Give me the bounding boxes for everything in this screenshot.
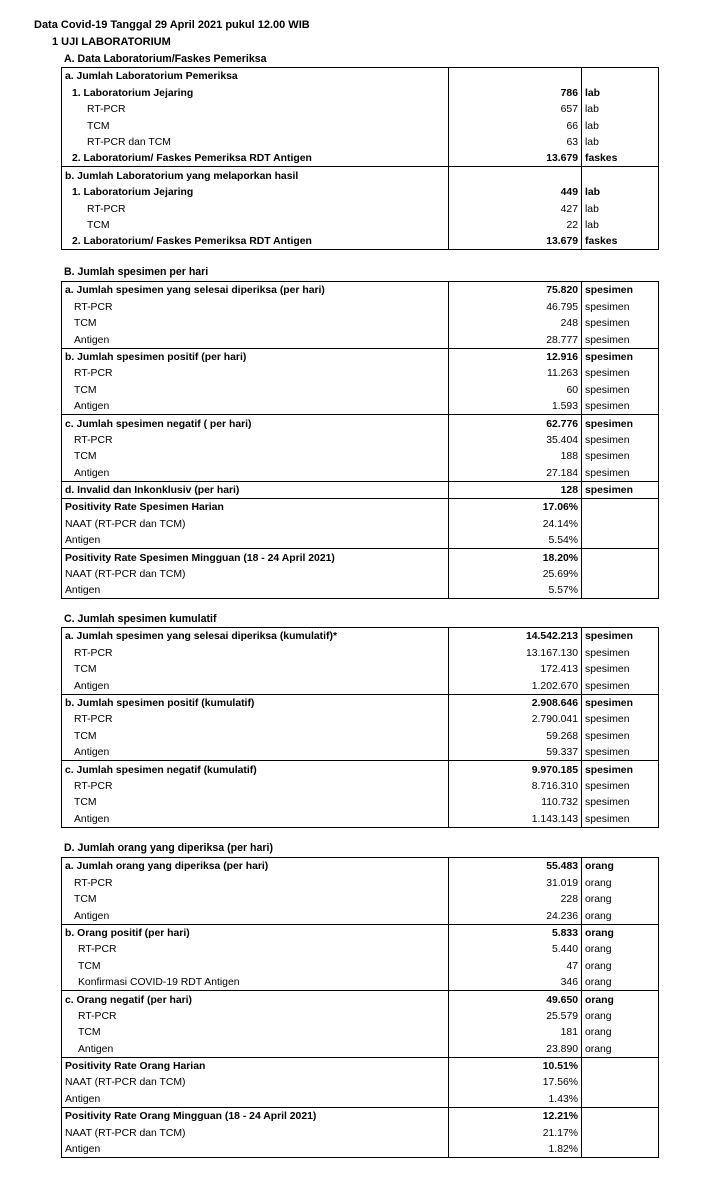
table-row: [62, 315, 659, 331]
row-label: NAAT (RT-PCR dan TCM): [62, 1074, 449, 1090]
row-value: 63: [449, 134, 582, 150]
row-label: Antigen: [62, 1040, 449, 1057]
row-unit: spesimen: [582, 694, 659, 711]
row-label: RT-PCR: [62, 200, 449, 216]
table-row: [62, 200, 659, 216]
row-unit: orang: [582, 858, 659, 875]
row-value: 1.593: [449, 398, 582, 415]
row-unit: orang: [582, 1008, 659, 1024]
table-row: [62, 677, 659, 694]
row-value: 9.970.185: [449, 761, 582, 778]
row-unit: spesimen: [582, 398, 659, 415]
table-row: [62, 432, 659, 448]
table-row: [62, 233, 659, 250]
table-row: [62, 331, 659, 348]
section-title-d: D. Jumlah orang yang diperiksa (per hari): [64, 842, 273, 854]
row-label: RT-PCR: [62, 778, 449, 794]
section-heading: 1 UJI LABORATORIUM: [52, 36, 171, 48]
table-row: [62, 957, 659, 973]
row-label: b. Orang positif (per hari): [62, 924, 449, 941]
row-label: Antigen: [62, 532, 449, 549]
row-unit: [582, 167, 659, 184]
row-label: Antigen: [62, 582, 449, 599]
table-row: [62, 101, 659, 117]
row-unit: [582, 1107, 659, 1124]
table-row: [62, 117, 659, 133]
row-value: 1.202.670: [449, 677, 582, 694]
row-unit: orang: [582, 957, 659, 973]
row-unit: spesimen: [582, 761, 659, 778]
row-label: a. Jumlah Laboratorium Pemeriksa: [62, 68, 449, 85]
row-unit: orang: [582, 941, 659, 957]
row-value: 59.268: [449, 727, 582, 743]
row-unit: spesimen: [582, 810, 659, 827]
row-value: 14.542.213: [449, 628, 582, 645]
row-unit: spesimen: [582, 315, 659, 331]
row-value: 13.679: [449, 233, 582, 250]
row-value: 13.167.130: [449, 644, 582, 660]
row-label: RT-PCR: [62, 941, 449, 957]
row-unit: lab: [582, 134, 659, 150]
row-value: 427: [449, 200, 582, 216]
row-unit: spesimen: [582, 365, 659, 381]
row-unit: lab: [582, 84, 659, 100]
row-unit: spesimen: [582, 778, 659, 794]
row-label: TCM: [62, 891, 449, 907]
row-unit: faskes: [582, 150, 659, 167]
table-row: [62, 381, 659, 397]
table-row: [62, 874, 659, 890]
table-row: [62, 794, 659, 810]
table-row: [62, 549, 659, 566]
section-title-c: C. Jumlah spesimen kumulatif: [64, 613, 217, 625]
row-label: TCM: [62, 217, 449, 233]
section-title-a: A. Data Laboratorium/Faskes Pemeriksa: [64, 53, 267, 65]
row-label: TCM: [62, 661, 449, 677]
row-label: Antigen: [62, 677, 449, 694]
row-unit: [582, 515, 659, 531]
row-value: 2.790.041: [449, 711, 582, 727]
row-value: 12.21%: [449, 1107, 582, 1124]
row-value: 24.236: [449, 907, 582, 924]
row-unit: spesimen: [582, 628, 659, 645]
row-unit: spesimen: [582, 381, 659, 397]
row-unit: [582, 582, 659, 599]
row-label: TCM: [62, 794, 449, 810]
table-row: [62, 582, 659, 599]
table-row: [62, 348, 659, 365]
row-label: d. Invalid dan Inkonklusiv (per hari): [62, 481, 449, 498]
row-label: Antigen: [62, 810, 449, 827]
table-row: [62, 1107, 659, 1124]
row-value: [449, 167, 582, 184]
row-value: 5.833: [449, 924, 582, 941]
row-unit: [582, 499, 659, 516]
row-label: RT-PCR dan TCM: [62, 134, 449, 150]
row-label: RT-PCR: [62, 365, 449, 381]
row-label: RT-PCR: [62, 644, 449, 660]
table-row: [62, 84, 659, 100]
row-value: 12.916: [449, 348, 582, 365]
table-row: [62, 298, 659, 314]
row-value: [449, 68, 582, 85]
row-value: 5.440: [449, 941, 582, 957]
row-label: Antigen: [62, 907, 449, 924]
row-unit: lab: [582, 217, 659, 233]
row-value: 786: [449, 84, 582, 100]
row-unit: [582, 1141, 659, 1158]
row-unit: spesimen: [582, 481, 659, 498]
row-label: Antigen: [62, 1141, 449, 1158]
table-row: [62, 184, 659, 200]
row-label: Antigen: [62, 464, 449, 481]
row-label: Positivity Rate Spesimen Harian: [62, 499, 449, 516]
table-row: [62, 1057, 659, 1074]
row-label: RT-PCR: [62, 101, 449, 117]
row-label: Positivity Rate Spesimen Mingguan (18 - 24 April 2021): [62, 549, 449, 566]
table-row: [62, 499, 659, 516]
row-value: 28.777: [449, 331, 582, 348]
row-unit: spesimen: [582, 348, 659, 365]
row-value: 181: [449, 1024, 582, 1040]
row-value: 47: [449, 957, 582, 973]
row-label: NAAT (RT-PCR dan TCM): [62, 1124, 449, 1140]
table-row: [62, 628, 659, 645]
table-row: [62, 891, 659, 907]
row-value: 110.732: [449, 794, 582, 810]
row-unit: spesimen: [582, 415, 659, 432]
row-unit: lab: [582, 200, 659, 216]
row-value: 1.43%: [449, 1090, 582, 1107]
table-row: [62, 1090, 659, 1107]
row-label: 1. Laboratorium Jejaring: [62, 84, 449, 100]
row-value: 10.51%: [449, 1057, 582, 1074]
row-unit: spesimen: [582, 331, 659, 348]
table-row: [62, 941, 659, 957]
table-row: [62, 778, 659, 794]
table-row: [62, 515, 659, 531]
table-row: [62, 134, 659, 150]
row-value: 13.679: [449, 150, 582, 167]
table-row: [62, 398, 659, 415]
row-unit: [582, 1057, 659, 1074]
table-row: [62, 1141, 659, 1158]
row-unit: spesimen: [582, 794, 659, 810]
row-label: Konfirmasi COVID-19 RDT Antigen: [62, 974, 449, 991]
row-unit: lab: [582, 117, 659, 133]
table-row: [62, 744, 659, 761]
row-label: RT-PCR: [62, 1008, 449, 1024]
table-row: [62, 727, 659, 743]
table-row: [62, 464, 659, 481]
row-label: Positivity Rate Orang Harian: [62, 1057, 449, 1074]
row-unit: [582, 532, 659, 549]
row-unit: [582, 549, 659, 566]
table-row: [62, 1024, 659, 1040]
row-label: Antigen: [62, 398, 449, 415]
row-value: 8.716.310: [449, 778, 582, 794]
row-value: 17.06%: [449, 499, 582, 516]
row-value: 25.579: [449, 1008, 582, 1024]
row-label: NAAT (RT-PCR dan TCM): [62, 515, 449, 531]
table-lab: [61, 67, 659, 250]
table-row: [62, 365, 659, 381]
table-row: [62, 68, 659, 85]
row-value: 449: [449, 184, 582, 200]
row-value: 46.795: [449, 298, 582, 314]
row-unit: spesimen: [582, 677, 659, 694]
row-unit: spesimen: [582, 744, 659, 761]
row-value: 17.56%: [449, 1074, 582, 1090]
row-value: 2.908.646: [449, 694, 582, 711]
table-row: [62, 217, 659, 233]
row-unit: spesimen: [582, 432, 659, 448]
row-unit: [582, 1090, 659, 1107]
row-label: RT-PCR: [62, 874, 449, 890]
row-label: TCM: [62, 957, 449, 973]
row-label: Antigen: [62, 1090, 449, 1107]
row-value: 49.650: [449, 991, 582, 1008]
row-value: 18.20%: [449, 549, 582, 566]
row-value: 59.337: [449, 744, 582, 761]
table-row: [62, 448, 659, 464]
row-label: a. Jumlah spesimen yang selesai diperiksa (kumulatif)*: [62, 628, 449, 645]
row-value: 66: [449, 117, 582, 133]
table-spesimen-kumulatif: [61, 627, 659, 828]
table-row: [62, 1124, 659, 1140]
row-unit: spesimen: [582, 727, 659, 743]
row-label: 2. Laboratorium/ Faskes Pemeriksa RDT Antigen: [62, 150, 449, 167]
table-row: [62, 1074, 659, 1090]
row-label: b. Jumlah spesimen positif (kumulatif): [62, 694, 449, 711]
row-label: c. Jumlah spesimen negatif ( per hari): [62, 415, 449, 432]
row-value: 128: [449, 481, 582, 498]
row-label: Positivity Rate Orang Mingguan (18 - 24 April 2021): [62, 1107, 449, 1124]
row-label: c. Orang negatif (per hari): [62, 991, 449, 1008]
row-unit: spesimen: [582, 711, 659, 727]
table-row: [62, 532, 659, 549]
row-label: TCM: [62, 315, 449, 331]
row-unit: orang: [582, 1024, 659, 1040]
row-value: 23.890: [449, 1040, 582, 1057]
section-title-b: B. Jumlah spesimen per hari: [64, 266, 209, 278]
row-unit: spesimen: [582, 644, 659, 660]
row-value: 21.17%: [449, 1124, 582, 1140]
table-row: [62, 661, 659, 677]
row-unit: lab: [582, 101, 659, 117]
row-label: TCM: [62, 448, 449, 464]
row-label: Antigen: [62, 331, 449, 348]
row-value: 75.820: [449, 282, 582, 299]
table-row: [62, 282, 659, 299]
row-label: TCM: [62, 117, 449, 133]
row-label: 2. Laboratorium/ Faskes Pemeriksa RDT Antigen: [62, 233, 449, 250]
row-value: 188: [449, 448, 582, 464]
row-value: 5.54%: [449, 532, 582, 549]
row-unit: spesimen: [582, 282, 659, 299]
row-unit: lab: [582, 184, 659, 200]
table-row: [62, 810, 659, 827]
row-unit: orang: [582, 1040, 659, 1057]
row-value: 5.57%: [449, 582, 582, 599]
table-row: [62, 167, 659, 184]
row-label: TCM: [62, 1024, 449, 1040]
row-label: TCM: [62, 727, 449, 743]
row-unit: orang: [582, 874, 659, 890]
row-unit: spesimen: [582, 661, 659, 677]
row-label: c. Jumlah spesimen negatif (kumulatif): [62, 761, 449, 778]
table-row: [62, 1040, 659, 1057]
table-row: [62, 150, 659, 167]
row-unit: [582, 1074, 659, 1090]
row-label: b. Jumlah spesimen positif (per hari): [62, 348, 449, 365]
table-row: [62, 858, 659, 875]
row-value: 24.14%: [449, 515, 582, 531]
row-value: 25.69%: [449, 566, 582, 582]
row-unit: [582, 1124, 659, 1140]
table-row: [62, 566, 659, 582]
row-label: Antigen: [62, 744, 449, 761]
row-value: 55.483: [449, 858, 582, 875]
row-value: 248: [449, 315, 582, 331]
table-row: [62, 761, 659, 778]
table-row: [62, 711, 659, 727]
row-unit: [582, 68, 659, 85]
row-unit: [582, 566, 659, 582]
row-unit: orang: [582, 974, 659, 991]
row-unit: spesimen: [582, 298, 659, 314]
table-row: [62, 991, 659, 1008]
row-value: 27.184: [449, 464, 582, 481]
row-label: NAAT (RT-PCR dan TCM): [62, 566, 449, 582]
row-value: 35.404: [449, 432, 582, 448]
table-row: [62, 694, 659, 711]
row-unit: orang: [582, 991, 659, 1008]
table-row: [62, 1008, 659, 1024]
row-value: 11.263: [449, 365, 582, 381]
row-value: 1.82%: [449, 1141, 582, 1158]
table-row: [62, 415, 659, 432]
row-label: 1. Laboratorium Jejaring: [62, 184, 449, 200]
table-row: [62, 644, 659, 660]
row-label: a. Jumlah orang yang diperiksa (per hari): [62, 858, 449, 875]
row-label: RT-PCR: [62, 711, 449, 727]
row-value: 62.776: [449, 415, 582, 432]
row-label: a. Jumlah spesimen yang selesai diperiksa (per hari): [62, 282, 449, 299]
row-label: RT-PCR: [62, 298, 449, 314]
document-title: Data Covid-19 Tanggal 29 April 2021 pukul 12.00 WIB: [34, 19, 310, 31]
table-row: [62, 924, 659, 941]
row-value: 22: [449, 217, 582, 233]
table-row: [62, 974, 659, 991]
table-spesimen-harian: [61, 281, 659, 599]
row-value: 172.413: [449, 661, 582, 677]
row-unit: spesimen: [582, 464, 659, 481]
row-label: b. Jumlah Laboratorium yang melaporkan hasil: [62, 167, 449, 184]
row-label: TCM: [62, 381, 449, 397]
row-value: 657: [449, 101, 582, 117]
row-unit: orang: [582, 924, 659, 941]
table-row: [62, 907, 659, 924]
row-unit: orang: [582, 907, 659, 924]
row-value: 1.143.143: [449, 810, 582, 827]
row-value: 31.019: [449, 874, 582, 890]
table-orang-diperiksa: [61, 857, 659, 1158]
table-row: [62, 481, 659, 498]
row-label: RT-PCR: [62, 432, 449, 448]
row-unit: spesimen: [582, 448, 659, 464]
row-value: 346: [449, 974, 582, 991]
row-unit: orang: [582, 891, 659, 907]
row-value: 60: [449, 381, 582, 397]
row-unit: faskes: [582, 233, 659, 250]
row-value: 228: [449, 891, 582, 907]
